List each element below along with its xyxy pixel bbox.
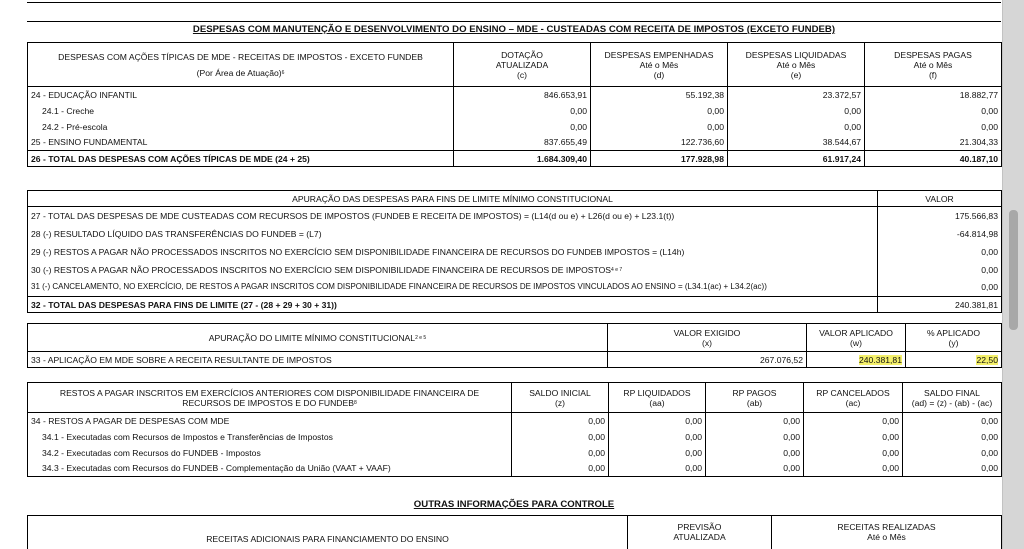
- row-label: 24.1 - Creche: [28, 103, 454, 119]
- t1-header-desc-line2: (Por Área de Atuação)$^6$: [196, 67, 285, 78]
- row-label: 25 - ENSINO FUNDAMENTAL: [28, 135, 454, 151]
- scrollbar-thumb[interactable]: [1009, 210, 1018, 330]
- table-row: [28, 279, 1002, 297]
- t5-header-realizadas: RECEITAS REALIZADAS Até o Mês: [772, 516, 1002, 549]
- t4-header-desc: RESTOS A PAGAR INSCRITOS EM EXERCÍCIOS ANTERIORES COM DISPONIBILIDADE FINANCEIRA DE RECURSOS DE IMPOSTOS E DO FUNDEB$^8$: [28, 383, 512, 413]
- cell-value: 0,00: [512, 445, 609, 461]
- table-row: [28, 461, 1002, 477]
- cell-value: 846.653,91: [454, 87, 591, 103]
- cell-value: 55.192,38: [591, 87, 728, 103]
- cell-value: 23.372,57: [728, 87, 865, 103]
- cell-value: 0,00: [512, 429, 609, 445]
- cell-value: 0,00: [512, 413, 609, 429]
- table-row: [28, 445, 1002, 461]
- t2-header-desc: APURAÇÃO DAS DESPESAS PARA FINS DE LIMITE MÍNIMO CONSTITUCIONAL: [28, 191, 878, 207]
- cell-value: 1.684.309,40: [454, 151, 591, 167]
- t5-header-desc: RECEITAS ADICIONAIS PARA FINANCIAMENTO DO ENSINO: [28, 516, 628, 549]
- cell-value: 0,00: [591, 103, 728, 119]
- row-label: 30 (-) RESTOS A PAGAR NÃO PROCESSADOS INSCRITOS NO EXERCÍCIO SEM DISPONIBILIDADE FINANCEIRA DE RECURSOS DE $IMPOSTOS^{4 e 7}$: [28, 261, 878, 279]
- cell-value-highlighted: [807, 352, 906, 368]
- t4-header-rp-liquidados: RP LIQUIDADOS (aa): [609, 383, 706, 413]
- table-receitas-adicionais: [27, 515, 1002, 549]
- cell-value-highlighted: [906, 352, 1002, 368]
- t4-header-saldo-final: SALDO FINAL (ad) = (z) - (ab) - (ac): [903, 383, 1002, 413]
- table-row: [28, 87, 1002, 103]
- cell-value: 0,00: [804, 429, 903, 445]
- table-limite-minimo: [27, 323, 1002, 368]
- t4-header-rp-pagos: RP PAGOS (ab): [706, 383, 804, 413]
- cell-value: 18.882,77: [865, 87, 1002, 103]
- row-label: 34.1 - Executadas com Recursos de Impostos e Transferências de Impostos: [28, 429, 512, 445]
- table-apuracao-despesas: [27, 190, 1002, 313]
- cell-value: 837.655,49: [454, 135, 591, 151]
- cell-value: 0,00: [865, 103, 1002, 119]
- cell-value: 0,00: [706, 445, 804, 461]
- total-row: [28, 151, 1002, 167]
- cell-value: 0,00: [804, 413, 903, 429]
- cell-value: 0,00: [609, 429, 706, 445]
- cell-value: 0,00: [903, 445, 1002, 461]
- cell-value: 0,00: [706, 429, 804, 445]
- cell-value: 0,00: [706, 461, 804, 477]
- total-row: [28, 297, 1002, 313]
- row-label: 33 - APLICAÇÃO EM MDE SOBRE A RECEITA RESULTANTE DE IMPOSTOS: [28, 352, 608, 368]
- row-label: 31 (-) CANCELAMENTO, NO EXERCÍCIO, DE RESTOS A PAGAR INSCRITOS COM DISPONIBILIDADE FINANCEIRA DE RECURSOS DE IMPOSTOS VINCULADOS AO ENSINO = (L34.1(ac) + L34.2(ac)): [28, 279, 878, 297]
- t2-header-valor: VALOR: [878, 191, 1002, 207]
- row-label: 27 - TOTAL DAS DESPESAS DE MDE CUSTEADAS COM RECURSOS DE IMPOSTOS (FUNDEB E RECEITA DE IMPOSTOS) = (L14(d ou e) + L26(d ou e) + L23.1(t)): [28, 207, 878, 225]
- cell-value: 122.736,60: [591, 135, 728, 151]
- cell-value: 0,00: [804, 461, 903, 477]
- cell-value: 0,00: [878, 243, 1002, 261]
- t1-header-dotacao: DOTAÇÃO ATUALIZADA (c): [454, 43, 591, 87]
- row-label: 28 (-) RESULTADO LÍQUIDO DAS TRANSFERÊNCIAS DO FUNDEB = (L7): [28, 225, 878, 243]
- table-row: [28, 103, 1002, 119]
- table-restos-a-pagar: [27, 382, 1002, 477]
- t3-header-percent: % APLICADO (y): [906, 324, 1002, 352]
- cell-value: 61.917,24: [728, 151, 865, 167]
- cell-value: 0,00: [903, 461, 1002, 477]
- cell-value: 0,00: [878, 279, 1002, 297]
- cell-value: 0,00: [865, 119, 1002, 135]
- cell-value: 0,00: [728, 103, 865, 119]
- t3-header-aplicado: VALOR APLICADO (w): [807, 324, 906, 352]
- cell-value: 0,00: [591, 119, 728, 135]
- cell-value: 267.076,52: [608, 352, 807, 368]
- cell-value: 0,00: [903, 413, 1002, 429]
- table-row: [28, 119, 1002, 135]
- t1-header-desc: [28, 43, 454, 87]
- table-row: [28, 135, 1002, 151]
- row-label: 34.2 - Executadas com Recursos do FUNDEB - Impostos: [28, 445, 512, 461]
- cell-value: 0,00: [512, 461, 609, 477]
- cell-value: 0,00: [903, 429, 1002, 445]
- cell-value: 0,00: [609, 445, 706, 461]
- t1-header-pagas: DESPESAS PAGAS Até o Mês (f): [865, 43, 1002, 87]
- row-label: 29 (-) RESTOS A PAGAR NÃO PROCESSADOS INSCRITOS NO EXERCÍCIO SEM DISPONIBILIDADE FINANCEIRA DE RECURSOS DO FUNDEB IMPOSTOS = (L14h): [28, 243, 878, 261]
- table-row: [28, 207, 1002, 225]
- highlight-mark: 22,50: [976, 354, 998, 365]
- row-label: 26 - TOTAL DAS DESPESAS COM AÇÕES TÍPICAS DE MDE (24 + 25): [28, 151, 454, 167]
- row-label: 24.2 - Pré-escola: [28, 119, 454, 135]
- table-row: [28, 352, 1002, 368]
- cell-value: 0,00: [454, 119, 591, 135]
- cell-value: 175.566,83: [878, 207, 1002, 225]
- table5-title: OUTRAS INFORMAÇÕES PARA CONTROLE: [413, 499, 615, 510]
- row-label: 24 - EDUCAÇÃO INFANTIL: [28, 87, 454, 103]
- cell-value: 177.928,98: [591, 151, 728, 167]
- t1-header-empenhadas: DESPESAS EMPENHADAS Até o Mês (d): [591, 43, 728, 87]
- cell-value: 0,00: [728, 119, 865, 135]
- cell-value: 0,00: [706, 413, 804, 429]
- table1-title: DESPESAS COM MANUTENÇÃO E DESENVOLVIMENTO DO ENSINO – MDE - CUSTEADAS COM RECEITA DE IMPOSTOS (EXCETO FUNDEB): [27, 21, 1001, 37]
- table-row: [28, 243, 1002, 261]
- table-row: [28, 225, 1002, 243]
- cell-value: 0,00: [454, 103, 591, 119]
- row-label: 34 - RESTOS A PAGAR DE DESPESAS COM MDE: [28, 413, 512, 429]
- table-row: [28, 413, 1002, 429]
- table-mde-acoes-tipicas: [27, 42, 1002, 167]
- cell-value: 240.381,81: [878, 297, 1002, 313]
- t5-header-previsao: PREVISÃO ATUALIZADA: [628, 516, 772, 549]
- row-label: 32 - TOTAL DAS DESPESAS PARA FINS DE LIMITE (27 - (28 + 29 + 30 + 31)): [28, 297, 878, 313]
- cell-value: 40.187,10: [865, 151, 1002, 167]
- highlight-mark: 240.381,81: [858, 354, 902, 365]
- cell-value: 0,00: [878, 261, 1002, 279]
- t4-header-saldo-inicial: SALDO INICIAL (z): [512, 383, 609, 413]
- cell-value: 0,00: [609, 413, 706, 429]
- vertical-scrollbar[interactable]: [1002, 0, 1024, 549]
- cell-value: -64.814,98: [878, 225, 1002, 243]
- t1-header-desc-line1: DESPESAS COM AÇÕES TÍPICAS DE MDE - RECEITAS DE IMPOSTOS - EXCETO FUNDEB: [58, 51, 423, 62]
- top-rule: [27, 0, 1001, 3]
- cell-value: 21.304,33: [865, 135, 1002, 151]
- cell-value: 0,00: [609, 461, 706, 477]
- t3-header-exigido: VALOR EXIGIDO (x): [608, 324, 807, 352]
- table-row: [28, 261, 1002, 279]
- t4-header-rp-cancelados: RP CANCELADOS (ac): [804, 383, 903, 413]
- cell-value: 38.544,67: [728, 135, 865, 151]
- row-label: 34.3 - Executadas com Recursos do FUNDEB - Complementação da União (VAAT + VAAF): [28, 461, 512, 477]
- t1-header-liquidadas: DESPESAS LIQUIDADAS Até o Mês (e): [728, 43, 865, 87]
- cell-value: 0,00: [804, 445, 903, 461]
- table-row: [28, 429, 1002, 445]
- t3-header-desc: APURAÇÃO DO LIMITE MÍNIMO $CONSTITUCIONAL^{2 e 5}$: [28, 324, 608, 352]
